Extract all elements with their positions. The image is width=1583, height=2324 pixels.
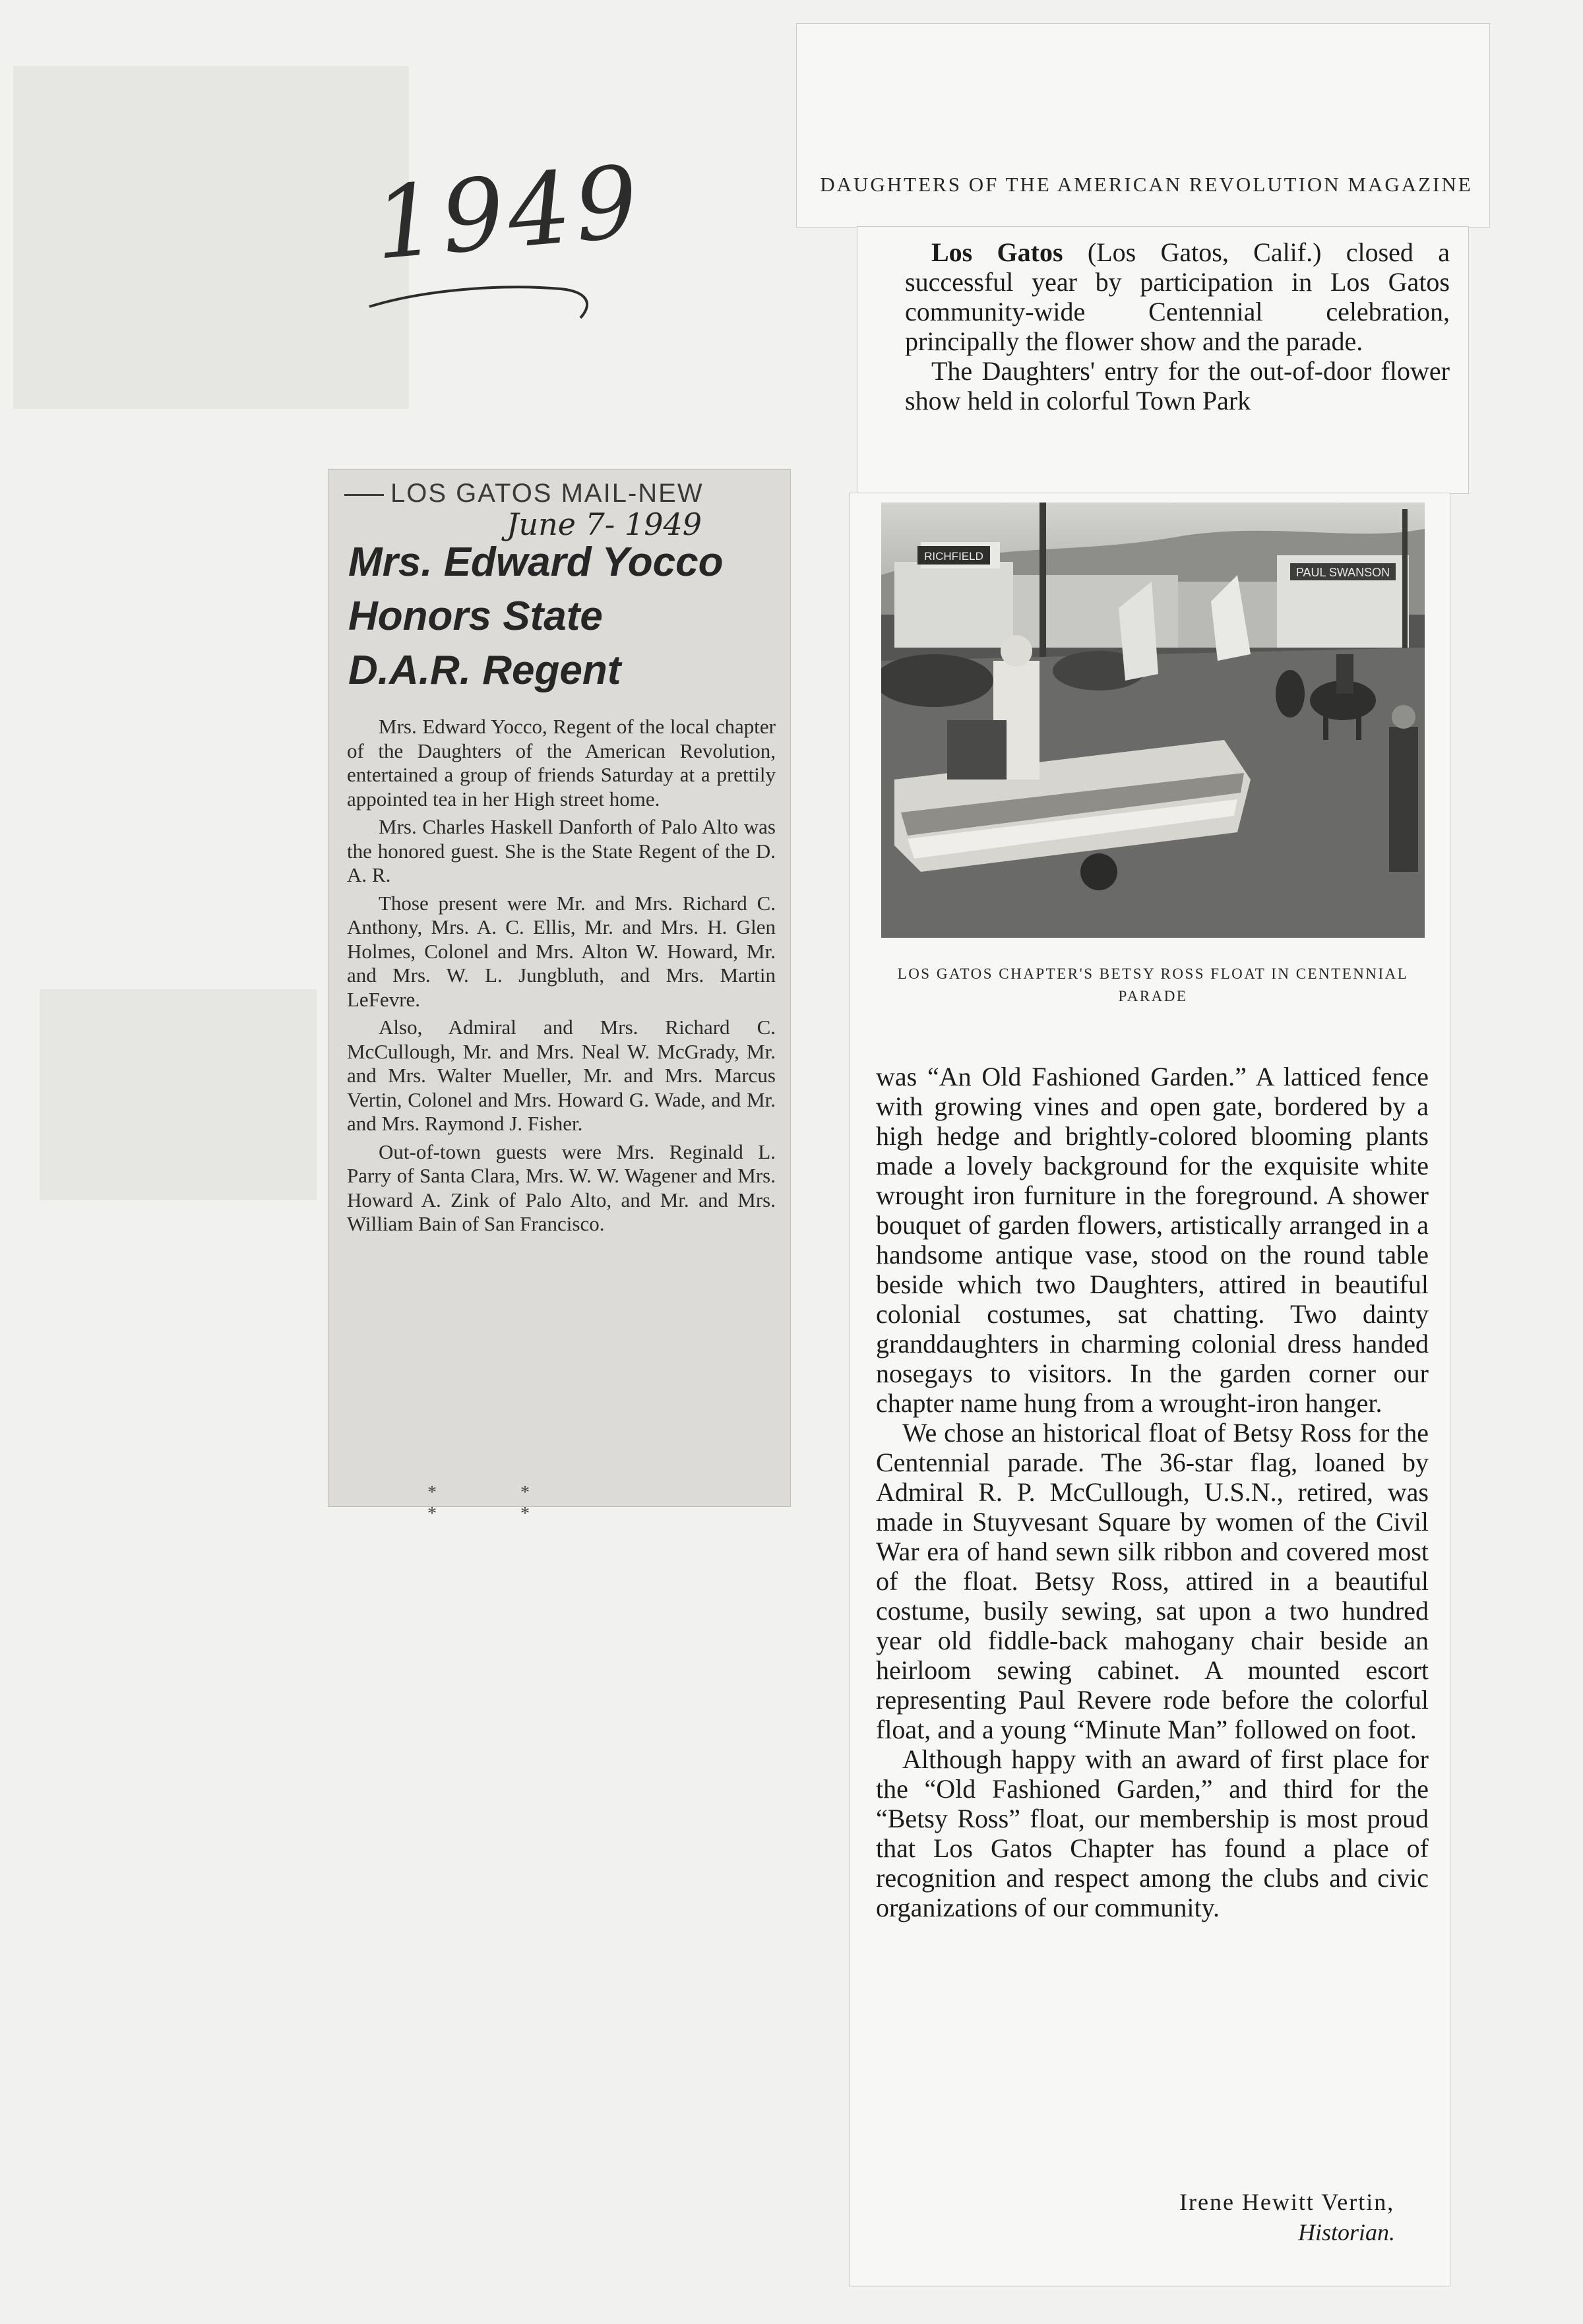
handwritten-year: 1949 xyxy=(369,144,646,282)
magazine-intro xyxy=(905,237,1450,415)
intro-paragraph-2: The Daughters' entry for the out-of-door flower show held in colorful Town Park xyxy=(905,356,1450,415)
headline-line: Honors State xyxy=(348,594,603,639)
background-bleed-block xyxy=(40,989,317,1200)
clipping-paragraph: Those present were Mr. and Mrs. Richard C. Anthony, Mrs. A. C. Ellis, Mr. and Mrs. H. Glen Holmes, Colonel and Mrs. Alton W. Howard, Mr. and Mrs. W. L. Jungbluth, and Mrs. Martin LeFevre. xyxy=(347,891,776,1011)
handwritten-underline xyxy=(363,277,600,323)
signature-role: Historian. xyxy=(1298,2219,1396,2246)
signature-name: Irene Hewitt Vertin, xyxy=(1179,2189,1395,2215)
article-paragraph: was “An Old Fashioned Garden.” A latticed fence with growing vines and open gate, bordered by a high hedge and brightly-colored blooming plants made a lovely background for the exquisite white wrought iron furniture in the foreground. A shower bouquet of garden flowers, artistically arranged in a handsome antique vase, stood on the round table beside which two Daughters, attired in beautiful colonial costumes, sat chatting. Two dainty granddaughters in charming colonial dress handed nosegays to visitors. In the garden corner our chapter name hung from a wrought-iron hanger. xyxy=(876,1062,1429,1418)
photo-illustration xyxy=(881,503,1425,938)
headline-line: D.A.R. Regent xyxy=(348,648,621,693)
background-bleed-block xyxy=(13,66,409,409)
intro-paragraph xyxy=(905,237,1450,356)
photo-sign-text: PAUL SWANSON xyxy=(1295,566,1390,579)
masthead-text: LOS GATOS MAIL-NEW xyxy=(390,479,704,508)
article-paragraph: Although happy with an award of first place for the “Old Fashioned Garden,” and third for the “Betsy Ross” float, our membership is most proud that Los Gatos Chapter has found a place of recognition and respect among the clubs and civic organizations of our community. xyxy=(876,1744,1429,1922)
clipping-paragraph: Mrs. Charles Haskell Danforth of Palo Alto was the honored guest. She is the State Regent of the D. A. R. xyxy=(347,815,776,886)
newspaper-clipping xyxy=(328,470,790,1524)
article-signature xyxy=(1179,2187,1437,2248)
masthead-rule xyxy=(344,494,384,496)
clipping-paragraph: Out-of-town guests were Mrs. Reginald L. Parry of Santa Clara, Mrs. W. W. Wagener and Mrs. Howard A. Zink of Palo Alto, and Mr. and Mrs. William Bain of San Francisco. xyxy=(347,1140,776,1235)
photo-sign-text-2: RICHFIELD xyxy=(924,550,983,563)
article-paragraph: We chose an historical float of Betsy Ross for the Centennial parade. The 36-star flag, loaned by Admiral R. P. McCullough, U.S.N., retired, was made in Stuyvesant Square by women of the Civil War era of hand sewn silk ribbon and covered most of the float. Betsy Ross, attired in a beautiful costume, busily sewing, sat upon a two hundred year old fiddle-back mahogany chair beside an heirloom sewing cabinet. A mounted escort representing Paul Revere rode before the colorful float, and a young “Minute Man” followed on foot. xyxy=(876,1418,1429,1744)
magazine-top-clipping xyxy=(857,227,1468,493)
clipping-paragraph: Also, Admiral and Mrs. Richard C. McCullough, Mr. and Mrs. Neal W. McGrady, Mr. and Mrs. Walter Mueller, Mr. and Mrs. Marcus Vertin, Colonel and Mrs. Howard G. Wade, and Mr. and Mrs. Raymond J. Fisher. xyxy=(347,1016,776,1135)
intro-lead: Los Gatos xyxy=(931,237,1063,267)
magazine-article-body xyxy=(876,1062,1429,1922)
photo-caption: LOS GATOS CHAPTER'S BETSY ROSS FLOAT IN CENTENNIAL PARADE xyxy=(897,965,1409,1004)
background-bleed-text xyxy=(26,1510,106,1600)
clipping-paragraph: Mrs. Edward Yocco, Regent of the local chapter of the Daughters of the American Revolution, entertained a group of friends Saturday at a prettily appointed tea in her High street home. xyxy=(347,715,776,810)
intro-rest: (Los Gatos, Calif.) closed a successful year by participation in Los Gatos community-wide Centennial celebration, principally the flower show and the parade. xyxy=(905,237,1450,356)
parade-float-photo xyxy=(881,503,1425,938)
magazine-title: DAUGHTERS OF THE AMERICAN REVOLUTION MAGAZINE xyxy=(820,173,1473,196)
clipping-body xyxy=(347,715,776,1240)
magazine-main-clipping xyxy=(850,493,1450,2286)
clipping-headline xyxy=(348,535,784,698)
end-marks: * * * * xyxy=(427,1483,569,1524)
handwritten-date: June 7- 1949 xyxy=(507,506,702,542)
headline-line: Mrs. Edward Yocco xyxy=(348,539,724,585)
